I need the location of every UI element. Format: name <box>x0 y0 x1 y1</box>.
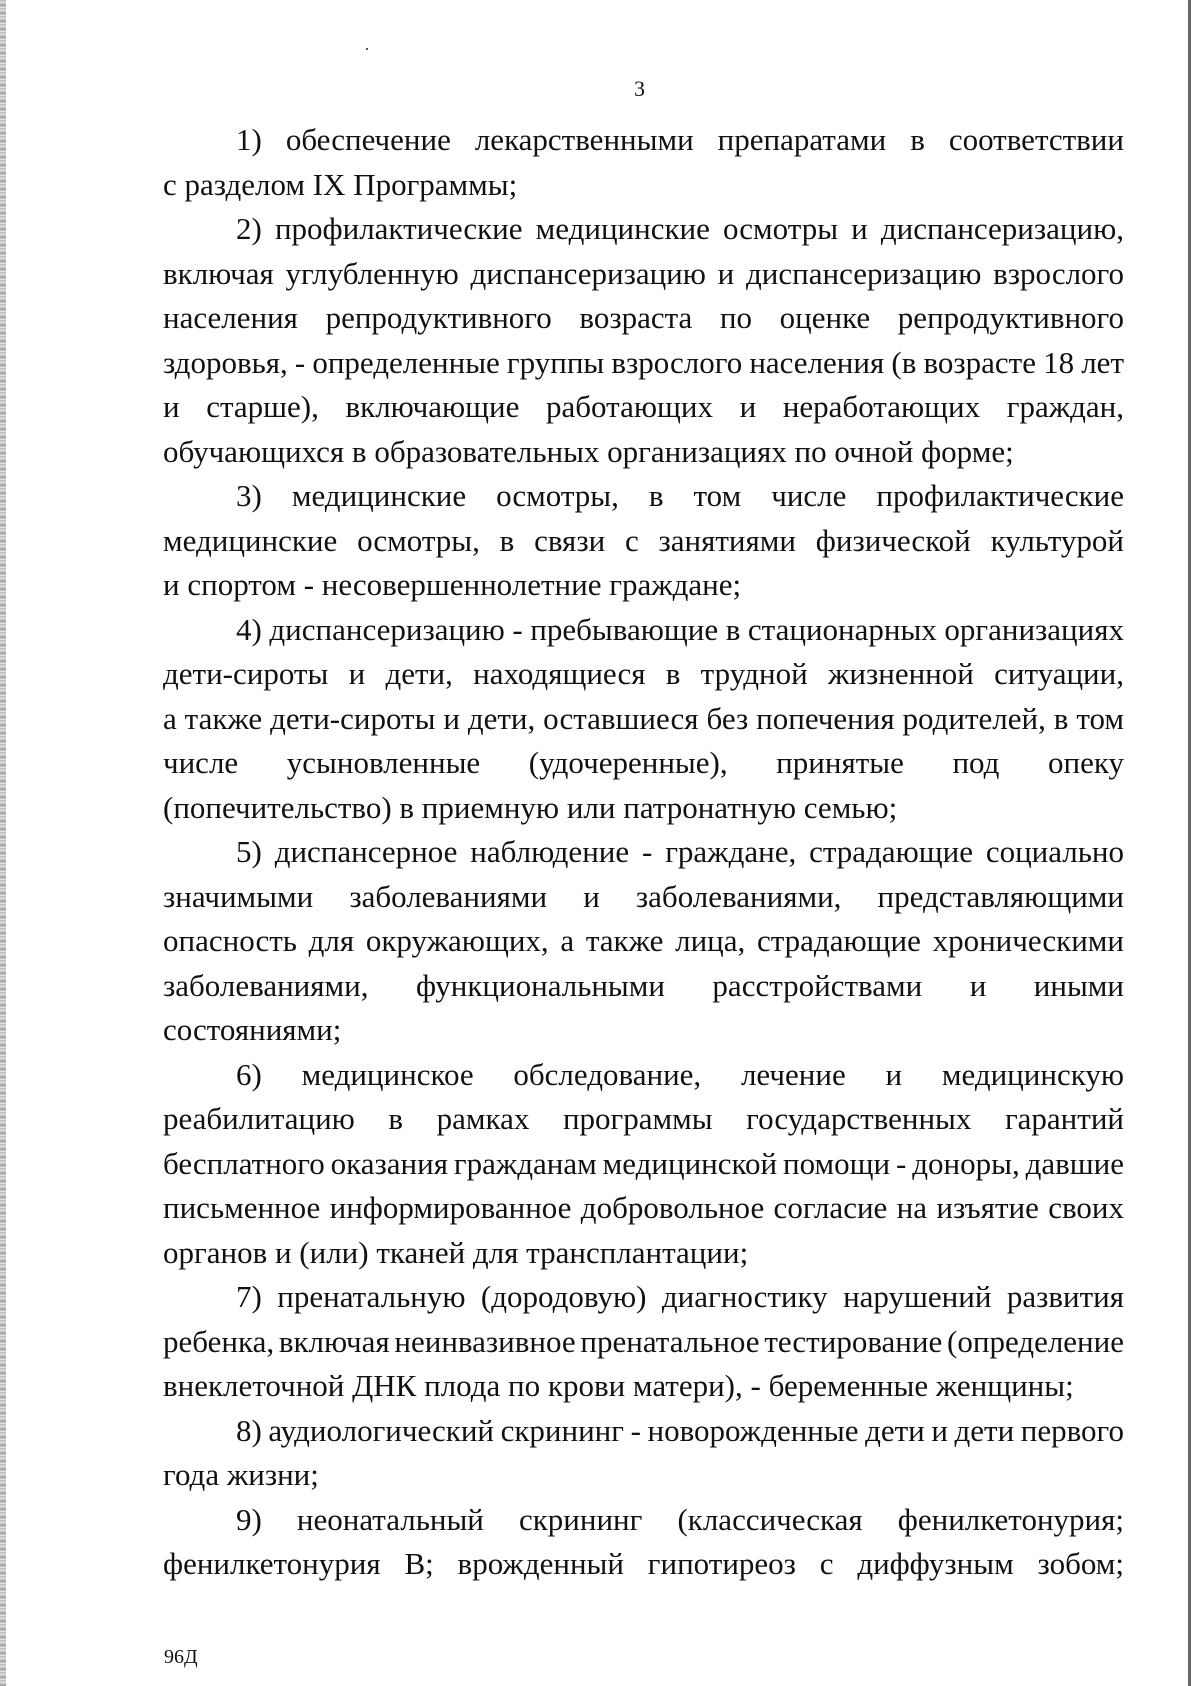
text-line: фенилкетонурия B; врожденный гипотиреоз с диффузным зобом; <box>163 1546 1124 1581</box>
scan-edge-right <box>1188 0 1191 1686</box>
text-line: (попечительство) в приемную или патронатную семью; <box>163 789 898 825</box>
text-line: ребенка, включая неинвазивное пренатальное тестирование (определение <box>163 1323 1124 1359</box>
text-line: обучающихся в образовательных организациях по очной форме; <box>163 433 1014 469</box>
list-item-first-line-row <box>163 1275 1124 1320</box>
text-line: населения репродуктивного возраста по оценке репродуктивного <box>163 300 1124 335</box>
list-item-first-line-row <box>163 207 1124 252</box>
scan-speck <box>366 48 368 50</box>
footer-code: 96Д <box>164 1646 198 1668</box>
list-item-first-line: 6) медицинское обследование, лечение и медицинскую <box>236 1056 1124 1092</box>
text-line-row <box>163 1008 1124 1053</box>
scan-edge-left <box>0 0 6 1686</box>
text-line: внеклеточной ДНК плода по крови матери), - беременные женщины; <box>163 1368 1074 1403</box>
text-line: здоровья, - определенные группы взрослого населения (в возрасте 18 лет <box>163 344 1124 380</box>
text-line: и спортом - несовершеннолетние граждане; <box>163 567 742 602</box>
text-line: реабилитацию в рамках программы государственных гарантий <box>163 1101 1124 1136</box>
text-line-row <box>163 697 1124 742</box>
text-line-row <box>163 1231 1124 1276</box>
list-item-first-line-row <box>163 1409 1124 1454</box>
list-item-first-line-row <box>163 1498 1124 1543</box>
text-line: бесплатного оказания гражданам медицинской помощи - доноры, давшие <box>163 1145 1124 1181</box>
text-line: заболеваниями, функциональными расстройствами и иными <box>163 967 1124 1003</box>
text-line-row <box>163 1542 1124 1587</box>
list-item-first-line: 4) диспансеризацию - пребывающие в стационарных организациях <box>236 611 1124 647</box>
text-line: медицинские осмотры, в связи с занятиями физической культурой <box>163 522 1124 558</box>
text-line: значимыми заболеваниями и заболеваниями, представляющими <box>163 878 1124 914</box>
text-line-row <box>163 519 1124 564</box>
text-line-row <box>163 919 1124 964</box>
text-line-row <box>163 1097 1124 1142</box>
list-item-first-line-row <box>163 830 1124 875</box>
text-line-row <box>163 385 1124 430</box>
text-line: письменное информированное добровольное согласие на изъятие своих <box>163 1190 1124 1225</box>
text-line-row <box>163 1320 1124 1365</box>
list-item-first-line-row <box>163 1053 1124 1098</box>
text-line: с разделом IX Программы; <box>163 166 518 202</box>
text-line-row <box>163 1453 1124 1498</box>
text-line-row <box>163 430 1124 475</box>
list-item-first-line: 9) неонатальный скрининг (классическая фенилкетонурия; <box>236 1501 1124 1537</box>
text-line: а также дети-сироты и дети, оставшиеся без попечения родителей, в том <box>163 700 1124 736</box>
text-line: включая углубленную диспансеризацию и диспансеризацию взрослого <box>163 255 1124 291</box>
list-item-first-line: 3) медицинские осмотры, в том числе профилактические <box>236 478 1124 513</box>
list-item-first-line: 1) обеспечение лекарственными препаратами в соответствии <box>236 122 1124 157</box>
text-line-row <box>163 786 1124 831</box>
document-body <box>163 118 1124 1587</box>
text-line-row <box>163 252 1124 297</box>
text-line: дети-сироты и дети, находящиеся в трудной жизненной ситуации, <box>163 656 1124 691</box>
text-line: года жизни; <box>163 1457 319 1492</box>
text-line-row <box>163 341 1124 386</box>
text-line-row <box>163 296 1124 341</box>
list-item-first-line-row <box>163 474 1124 519</box>
text-line: органов и (или) тканей для трансплантации; <box>163 1234 749 1270</box>
text-line-row <box>163 1142 1124 1187</box>
text-line-row <box>163 875 1124 920</box>
list-item-first-line-row <box>163 118 1124 163</box>
text-line-row <box>163 964 1124 1009</box>
list-item-first-line: 5) диспансерное наблюдение - граждане, страдающие социально <box>236 834 1124 869</box>
text-line-row <box>163 1364 1124 1409</box>
text-line: и старше), включающие работающих и неработающих граждан, <box>163 389 1124 424</box>
text-line-row <box>163 1186 1124 1231</box>
list-item-first-line-row <box>163 608 1124 653</box>
text-line-row <box>163 563 1124 608</box>
page-number: 3 <box>634 76 645 101</box>
list-item-first-line: 2) профилактические медицинские осмотры и диспансеризацию, <box>236 211 1124 246</box>
text-line-row <box>163 741 1124 786</box>
text-line: опасность для окружающих, а также лица, страдающие хроническими <box>163 923 1124 958</box>
list-item-first-line: 8) аудиологический скрининг - новорожденные дети и дети первого <box>236 1412 1124 1448</box>
text-line: числе усыновленные (удочеренные), принятые под опеку <box>163 745 1124 780</box>
text-line: состояниями; <box>163 1012 342 1047</box>
list-item-first-line: 7) пренатальную (дородовую) диагностику нарушений развития <box>236 1279 1124 1314</box>
text-line-row <box>163 163 1124 208</box>
text-line-row <box>163 652 1124 697</box>
